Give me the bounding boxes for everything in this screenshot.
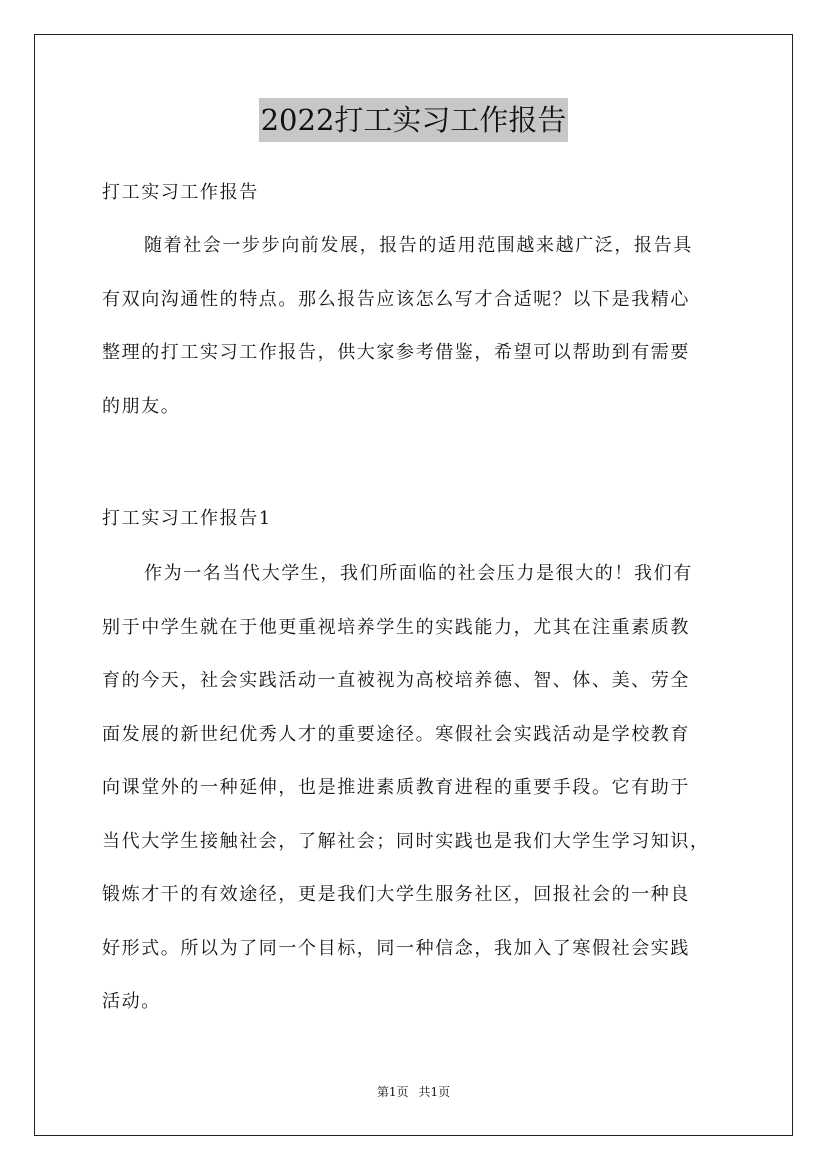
paragraph-line: 作为一名当代大学生，我们所面临的社会压力是很大的！我们有 — [144, 563, 693, 584]
paragraph-line: 整理的打工实习工作报告，供大家参考借鉴，希望可以帮助到有需要 — [102, 342, 690, 363]
paragraph-line: 向课堂外的一种延伸，也是推进素质教育进程的重要手段。它有助于 — [102, 777, 690, 798]
page-number-total: 共1页 — [418, 1085, 451, 1099]
section-heading-1: 打工实习工作报告1 — [102, 508, 272, 529]
paragraph-line: 锻炼才干的有效途径，更是我们大学生服务社区，回报社会的一种良 — [102, 884, 690, 905]
page-footer — [0, 1082, 827, 1102]
document-title: 2022打工实习工作报告 — [259, 98, 569, 142]
paragraph-line: 活动。 — [102, 991, 161, 1012]
paragraph-line: 当代大学生接触社会，了解社会；同时实践也是我们大学生学习知识， — [102, 830, 710, 852]
section-heading-intro: 打工实习工作报告 — [102, 182, 259, 203]
page-number-current: 第1页 — [376, 1085, 409, 1099]
paragraph-line: 面发展的新世纪优秀人才的重要途径。寒假社会实践活动是学校教育 — [102, 723, 690, 745]
paragraph-line: 别于中学生就在于他更重视培养学生的实践能力，尤其在注重素质教 — [102, 616, 690, 638]
paragraph-line: 育的今天，社会实践活动一直被视为高校培养德、智、体、美、劳全 — [102, 670, 690, 691]
paragraph-line: 的朋友。 — [102, 395, 181, 417]
paragraph-line: 好形式。所以为了同一个目标，同一种信念，我加入了寒假社会实践 — [102, 937, 690, 959]
paragraph-line: 有双向沟通性的特点。那么报告应该怎么写才合适呢？以下是我精心 — [102, 288, 690, 310]
paragraph-line: 随着社会一步步向前发展，报告的适用范围越来越广泛，报告具 — [144, 235, 693, 256]
intro-paragraph — [102, 219, 742, 433]
title-container — [0, 98, 827, 142]
body-paragraph — [102, 547, 742, 1029]
